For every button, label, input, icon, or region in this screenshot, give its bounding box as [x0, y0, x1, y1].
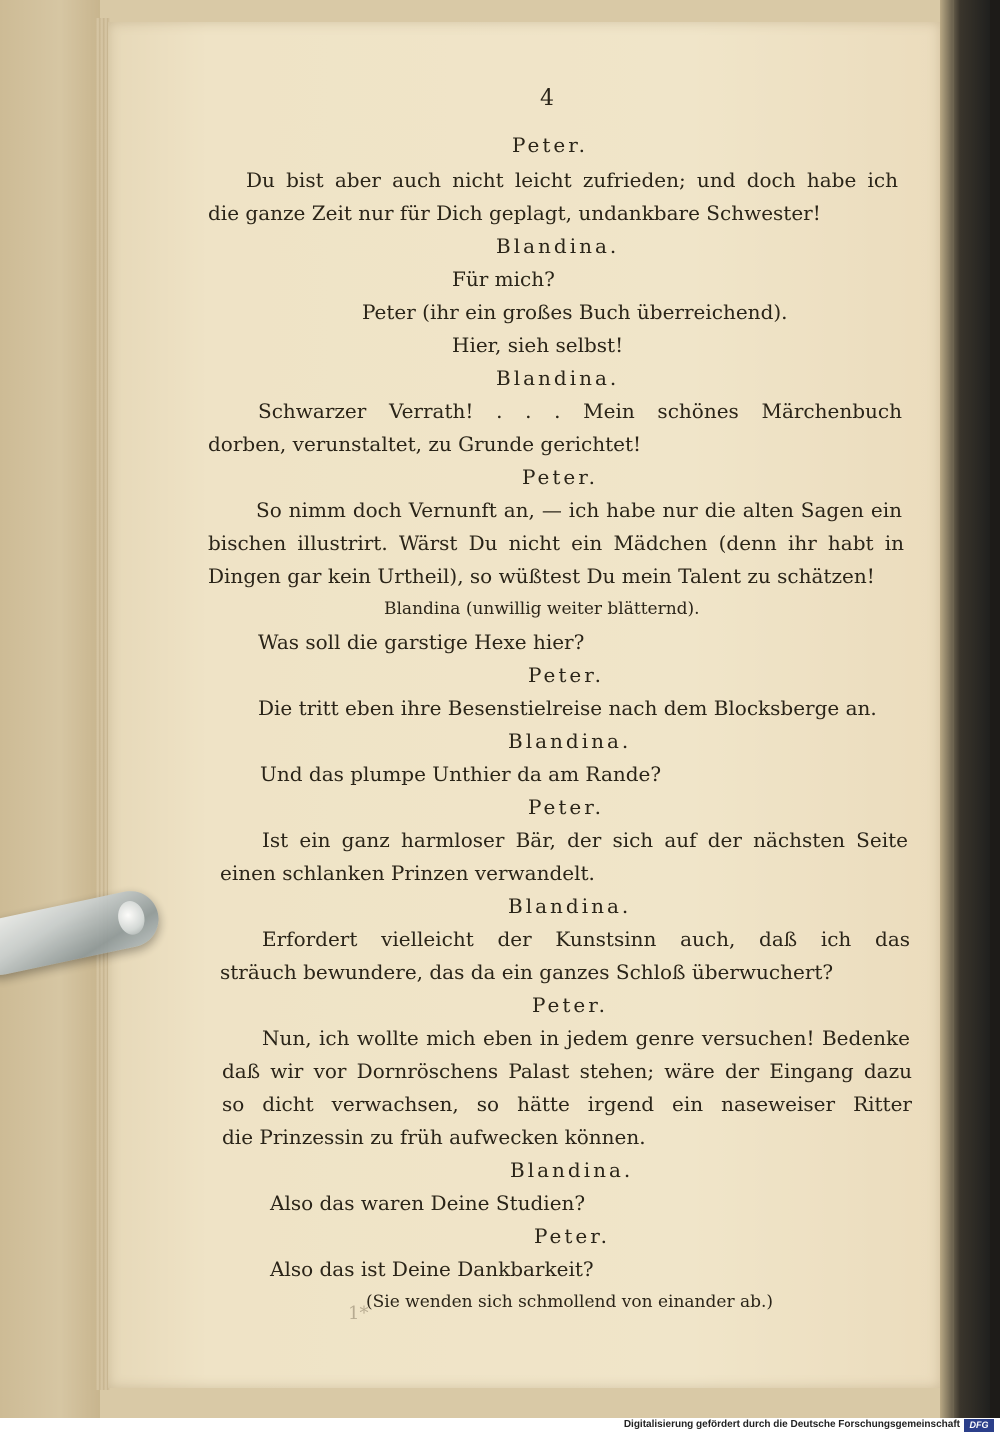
- text-line: sträuch bewundere, das da ein ganzes Schloß überwuchert?: [220, 960, 834, 984]
- text-line: Schwarzer Verrath! . . . Mein schönes Märchenbuch: [258, 399, 902, 423]
- text-line: Also das ist Deine Dankbarkeit?: [270, 1257, 594, 1281]
- text-line: Dingen gar kein Urtheil), so wüßtest Du mein Talent zu schätzen!: [208, 564, 875, 588]
- speaker-label: Blandina.: [508, 729, 632, 753]
- speaker-label: Peter.: [528, 663, 604, 687]
- page-number: 4: [540, 86, 554, 111]
- text-line: Ist ein ganz harmloser Bär, der sich auf der nächsten Seite: [262, 828, 908, 852]
- text-line: bischen illustrirt. Wärst Du nicht ein Mädchen (denn ihr habt in: [208, 531, 904, 555]
- dfg-logo: DFG: [964, 1419, 994, 1432]
- speaker-label: Peter.: [528, 795, 604, 819]
- speaker-label: Peter.: [532, 993, 608, 1017]
- text-line: Hier, sieh selbst!: [452, 333, 624, 357]
- text-line: Für mich?: [452, 267, 555, 291]
- speaker-label: Peter.: [522, 465, 598, 489]
- speaker-label: Peter.: [512, 133, 588, 157]
- speaker-label: Blandina.: [496, 366, 620, 390]
- text-line: Und das plumpe Unthier da am Rande?: [260, 762, 662, 786]
- stage-direction: (Sie wenden sich schmollend von einander ab.): [366, 1292, 774, 1312]
- speaker-label: Blandina.: [508, 894, 632, 918]
- text-line: Nun, ich wollte mich eben in jedem genre versuchen! Bedenke: [262, 1026, 910, 1050]
- text-line: dorben, verunstaltet, zu Grunde gerichtet!: [208, 432, 642, 456]
- text-line: So nimm doch Vernunft an, — ich habe nur die alten Sagen ein: [256, 498, 902, 522]
- stage-direction: Peter (ihr ein großes Buch überreichend).: [362, 300, 788, 324]
- text-line: Die tritt eben ihre Besenstielreise nach dem Blocksberge an.: [258, 696, 877, 720]
- speaker-label: Blandina.: [496, 234, 620, 258]
- text-line: so dicht verwachsen, so hätte irgend ein naseweiser Ritter: [222, 1092, 912, 1116]
- speaker-label: Blandina.: [510, 1158, 634, 1182]
- signature-mark: 1*: [348, 1303, 369, 1324]
- text-line: Was soll die garstige Hexe hier?: [258, 630, 585, 654]
- text-line: einen schlanken Prinzen verwandelt.: [220, 861, 595, 885]
- text-line: Also das waren Deine Studien?: [270, 1191, 586, 1215]
- text-line: Du bist aber auch nicht leicht zufrieden; und doch habe ich: [246, 168, 898, 192]
- text-line: die Prinzessin zu früh aufwecken können.: [222, 1125, 646, 1149]
- text-line: Erfordert vielleicht der Kunstsinn auch, daß ich das: [262, 927, 910, 951]
- text-line: die ganze Zeit nur für Dich geplagt, undankbare Schwester!: [208, 201, 821, 225]
- stage-direction: Blandina (unwillig weiter blätternd).: [384, 599, 700, 619]
- speaker-label: Peter.: [534, 1224, 610, 1248]
- text-line: daß wir vor Dornröschens Palast stehen; wäre der Eingang dazu: [222, 1059, 912, 1083]
- digitization-credit: Digitalisierung gefördert durch die Deutsche Forschungsgemeinschaft: [623, 1419, 960, 1430]
